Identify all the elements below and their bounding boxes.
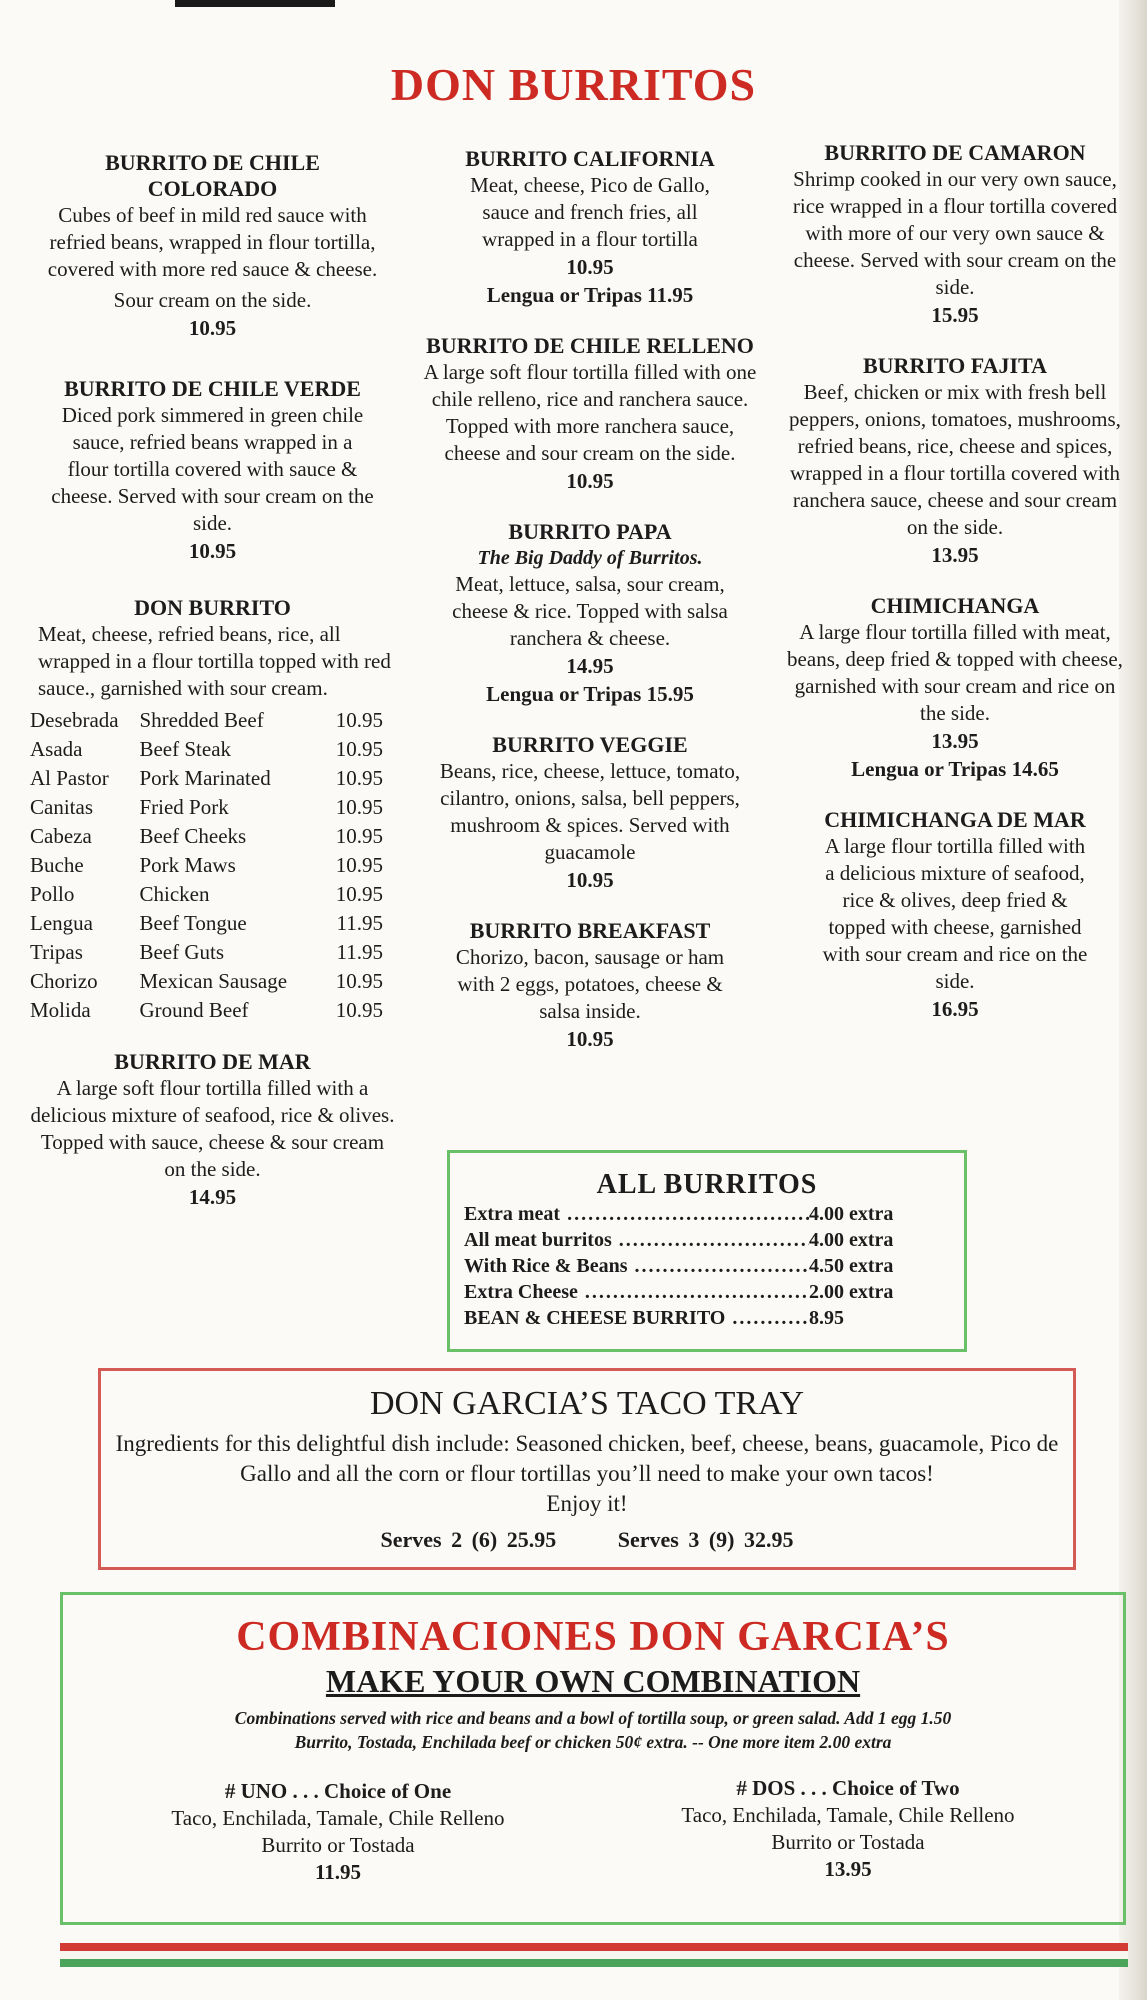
flag-stripe bbox=[60, 1943, 1128, 1967]
all-burritos-list bbox=[450, 1201, 964, 1331]
filling-english: Beef Guts bbox=[139, 940, 225, 964]
menu-column-3 bbox=[785, 140, 1125, 1047]
menu-item-chile-colorado bbox=[30, 150, 395, 342]
filling-price: 10.95 bbox=[335, 882, 383, 906]
item-subtitle: The Big Daddy of Burritos. bbox=[477, 547, 703, 569]
filling-spanish: Buche bbox=[30, 853, 84, 877]
extra-row bbox=[464, 1305, 964, 1331]
extra-value: 8.95 bbox=[809, 1307, 844, 1329]
item-name: BURRITO DE CHILE VERDE bbox=[64, 376, 361, 401]
filling-row bbox=[30, 764, 395, 793]
choice-items: Burrito or Tostada bbox=[771, 1830, 925, 1854]
item-name: BURRITO DE CHILE COLORADO bbox=[105, 150, 320, 201]
filling-spanish: Asada bbox=[30, 737, 83, 761]
extra-row bbox=[464, 1279, 964, 1305]
top-edge-mark bbox=[175, 0, 335, 7]
item-description: Meat, cheese, refried beans, rice, all wrapped in a flour tortilla topped with red sauce., garnished with sour cream. bbox=[38, 622, 391, 700]
taco-tray-box bbox=[98, 1368, 1076, 1570]
filling-price: 11.95 bbox=[336, 911, 383, 935]
extra-value: 2.00 extra bbox=[809, 1281, 894, 1303]
item-price: 10.95 bbox=[188, 539, 237, 563]
filling-row bbox=[30, 851, 395, 880]
serves-option: Serves 3 (9) 32.95 bbox=[617, 1527, 794, 1552]
choice-items: Taco, Enchilada, Tamale, Chile Relleno bbox=[681, 1803, 1015, 1827]
menu-item-breakfast bbox=[405, 918, 775, 1053]
combinations-box bbox=[60, 1592, 1126, 1925]
taco-tray-description: Ingredients for this delightful dish include: Seasoned chicken, beef, cheese, beans, guacamole, Pico de Gallo and all the corn or flour tortillas you’ll need to make your own tacos! bbox=[115, 1431, 1059, 1486]
extra-value: 4.50 extra bbox=[809, 1255, 894, 1277]
filling-price: 10.95 bbox=[335, 708, 383, 732]
filling-price: 10.95 bbox=[335, 998, 383, 1022]
filling-row bbox=[30, 909, 395, 938]
combinations-subtitle: MAKE YOUR OWN COMBINATION bbox=[325, 1663, 861, 1699]
extra-label: Extra Cheese ..... bbox=[464, 1279, 809, 1305]
item-name: BURRITO DE CAMARON bbox=[824, 140, 1086, 165]
item-price: 15.95 bbox=[931, 303, 979, 327]
item-name: BURRITO VEGGIE bbox=[492, 732, 688, 757]
taco-tray-title: DON GARCIA’S TACO TRAY bbox=[370, 1385, 804, 1422]
menu-item-camaron bbox=[785, 140, 1125, 329]
item-price: 10.95 bbox=[566, 255, 614, 279]
choice-uno bbox=[128, 1778, 548, 1886]
item-extra-price: Lengua or Tripas 15.95 bbox=[486, 682, 694, 706]
page-title: DON BURRITOS bbox=[390, 59, 757, 110]
item-description: Meat, cheese, Pico de Gallo, sauce and french fries, all wrapped in a flour tortilla bbox=[470, 173, 710, 251]
taco-tray-enjoy: Enjoy it! bbox=[546, 1491, 628, 1516]
item-price: 14.95 bbox=[188, 1185, 237, 1209]
filling-spanish: Pollo bbox=[30, 882, 75, 906]
extra-row bbox=[464, 1201, 964, 1227]
filling-spanish: Chorizo bbox=[30, 969, 98, 993]
item-description: Shrimp cooked in our very own sauce, rice wrapped in a flour tortilla covered with more of our very own sauce & cheese. Served with sour cream on the side. bbox=[792, 167, 1118, 299]
extra-label: All meat burritos ..... bbox=[464, 1227, 809, 1253]
item-price: 14.95 bbox=[566, 654, 614, 678]
extra-label: Extra meat ..... bbox=[464, 1201, 809, 1227]
item-description: A large soft flour tortilla filled with one chile relleno, rice and ranchera sauce. Topped with more ranchera sauce, cheese and sour cream on the side. bbox=[423, 360, 757, 465]
filling-english: Pork Marinated bbox=[139, 766, 271, 790]
filling-spanish: Cabeza bbox=[30, 824, 92, 848]
item-description: A large flour tortilla filled with meat, beans, deep fried & topped with cheese, garnished with sour cream and rice on the side. bbox=[787, 620, 1123, 725]
choice-items: Taco, Enchilada, Tamale, Chile Relleno bbox=[171, 1806, 505, 1830]
item-name: BURRITO DE MAR bbox=[114, 1049, 311, 1074]
filling-spanish: Tripas bbox=[30, 940, 83, 964]
filling-row bbox=[30, 880, 395, 909]
filling-spanish: Canitas bbox=[30, 795, 93, 819]
extra-label: BEAN & CHEESE BURRITO ..... bbox=[464, 1305, 809, 1331]
item-price: 13.95 bbox=[931, 729, 979, 753]
menu-item-papa bbox=[405, 519, 775, 708]
all-burritos-title: ALL BURRITOS bbox=[596, 1169, 818, 1200]
combinations-note: Combinations served with rice and beans and a bowl of tortilla soup, or green salad. Add 1 egg 1.50 bbox=[234, 1708, 952, 1728]
choice-title: # UNO . . . Choice of One bbox=[224, 1779, 452, 1803]
filling-spanish: Al Pastor bbox=[30, 766, 109, 790]
item-description: A large soft flour tortilla filled with a delicious mixture of seafood, rice & olives. Topped with sauce, cheese & sour cream on the side. bbox=[30, 1076, 395, 1181]
filling-row bbox=[30, 967, 395, 996]
item-extra-price: Lengua or Tripas 14.65 bbox=[851, 757, 1059, 781]
item-price: 10.95 bbox=[566, 868, 614, 892]
filling-english: Ground Beef bbox=[139, 998, 249, 1022]
filling-english: Beef Cheeks bbox=[139, 824, 247, 848]
menu-item-fajita bbox=[785, 353, 1125, 569]
filling-row bbox=[30, 735, 395, 764]
item-description: Diced pork simmered in green chile sauce, refried beans wrapped in a flour tortilla covered with sauce & cheese. Served with sour cream on the side. bbox=[51, 403, 374, 535]
menu-item-de-mar bbox=[30, 1049, 395, 1211]
item-extra-price: Lengua or Tripas 11.95 bbox=[486, 283, 694, 307]
item-price: 16.95 bbox=[931, 997, 979, 1021]
item-price: 10.95 bbox=[566, 469, 614, 493]
filling-price: 10.95 bbox=[335, 824, 383, 848]
menu-item-veggie bbox=[405, 732, 775, 894]
extra-value: 4.00 extra bbox=[809, 1203, 894, 1225]
menu-item-chile-verde bbox=[30, 376, 395, 565]
filling-spanish: Desebrada bbox=[30, 708, 119, 732]
menu-column-1 bbox=[30, 150, 395, 1235]
filling-spanish: Lengua bbox=[30, 911, 93, 935]
taco-tray-serves bbox=[101, 1527, 1073, 1553]
filling-price: 10.95 bbox=[335, 969, 383, 993]
filling-price: 11.95 bbox=[336, 940, 383, 964]
item-name: BURRITO CALIFORNIA bbox=[465, 146, 715, 171]
menu-item-chimichanga bbox=[785, 593, 1125, 783]
item-name: CHIMICHANGA bbox=[870, 593, 1040, 618]
item-description: Beef, chicken or mix with fresh bell peppers, onions, tomatoes, mushrooms, refried beans, rice, cheese and spices, wrapped in a flour tortilla covered with ranchera sauce, cheese and sour cream on the side. bbox=[789, 380, 1121, 539]
menu-item-california bbox=[405, 146, 775, 309]
item-description: Cubes of beef in mild red sauce with refried beans, wrapped in flour tortilla, covered with more red sauce & cheese. bbox=[47, 203, 378, 281]
item-note: Sour cream on the side. bbox=[113, 288, 312, 312]
item-price: 10.95 bbox=[566, 1027, 614, 1051]
item-name: DON BURRITO bbox=[134, 595, 291, 620]
filling-row bbox=[30, 706, 395, 735]
filling-english: Beef Steak bbox=[139, 737, 232, 761]
filling-english: Pork Maws bbox=[139, 853, 236, 877]
extra-row bbox=[464, 1227, 964, 1253]
filling-row bbox=[30, 996, 395, 1025]
filling-row bbox=[30, 938, 395, 967]
choice-dos bbox=[638, 1775, 1058, 1883]
flag-white-stripe bbox=[60, 1951, 1128, 1959]
choice-price: 11.95 bbox=[314, 1860, 362, 1884]
flag-red-stripe bbox=[60, 1943, 1128, 1951]
combinations-title: COMBINACIONES DON GARCIA’S bbox=[236, 1614, 950, 1660]
item-description: A large flour tortilla filled with a delicious mixture of seafood, rice & olives, deep fried & topped with cheese, garnished with sour cream and rice on the side. bbox=[822, 834, 1088, 993]
filling-english: Shredded Beef bbox=[139, 708, 264, 732]
menu-item-chile-relleno bbox=[405, 333, 775, 495]
item-name: CHIMICHANGA DE MAR bbox=[824, 807, 1086, 832]
choice-title: # DOS . . . Choice of Two bbox=[736, 1776, 960, 1800]
choice-items: Burrito or Tostada bbox=[261, 1833, 415, 1857]
flag-green-stripe bbox=[60, 1959, 1128, 1967]
item-name: BURRITO DE CHILE RELLENO bbox=[426, 333, 754, 358]
filling-price: 10.95 bbox=[335, 795, 383, 819]
combination-choices bbox=[63, 1778, 1123, 1908]
item-name: BURRITO FAJITA bbox=[863, 353, 1047, 378]
menu-item-don-burrito bbox=[30, 595, 395, 1025]
filling-english: Fried Pork bbox=[139, 795, 229, 819]
filling-row bbox=[30, 822, 395, 851]
item-price: 13.95 bbox=[931, 543, 979, 567]
filling-spanish: Molida bbox=[30, 998, 91, 1022]
filling-english: Mexican Sausage bbox=[139, 969, 288, 993]
item-description: Chorizo, bacon, sausage or ham with 2 eggs, potatoes, cheese & salsa inside. bbox=[455, 945, 725, 1023]
item-price: 10.95 bbox=[188, 316, 237, 340]
menu-item-chimichanga-mar bbox=[785, 807, 1125, 1023]
all-burritos-box bbox=[447, 1150, 967, 1352]
combinations-note: Burrito, Tostada, Enchilada beef or chicken 50¢ extra. -- One more item 2.00 extra bbox=[294, 1732, 892, 1752]
item-description: Meat, lettuce, salsa, sour cream, cheese & rice. Topped with salsa ranchera & cheese. bbox=[452, 572, 728, 650]
filling-english: Chicken bbox=[139, 882, 210, 906]
item-description: Beans, rice, cheese, lettuce, tomato, cilantro, onions, salsa, bell peppers, mushroom & spices. Served with guacamole bbox=[439, 759, 741, 864]
item-name: BURRITO PAPA bbox=[508, 519, 672, 544]
fillings-table bbox=[30, 706, 395, 1025]
extra-value: 4.00 extra bbox=[809, 1229, 894, 1251]
filling-english: Beef Tongue bbox=[139, 911, 247, 935]
extra-label: With Rice & Beans ..... bbox=[464, 1253, 809, 1279]
filling-price: 10.95 bbox=[335, 853, 383, 877]
choice-price: 13.95 bbox=[824, 1857, 872, 1881]
filling-row bbox=[30, 793, 395, 822]
serves-option: Serves 2 (6) 25.95 bbox=[380, 1527, 557, 1552]
extra-row bbox=[464, 1253, 964, 1279]
filling-price: 10.95 bbox=[335, 766, 383, 790]
item-name: BURRITO BREAKFAST bbox=[469, 918, 711, 943]
filling-price: 10.95 bbox=[335, 737, 383, 761]
menu-column-2 bbox=[405, 146, 775, 1077]
